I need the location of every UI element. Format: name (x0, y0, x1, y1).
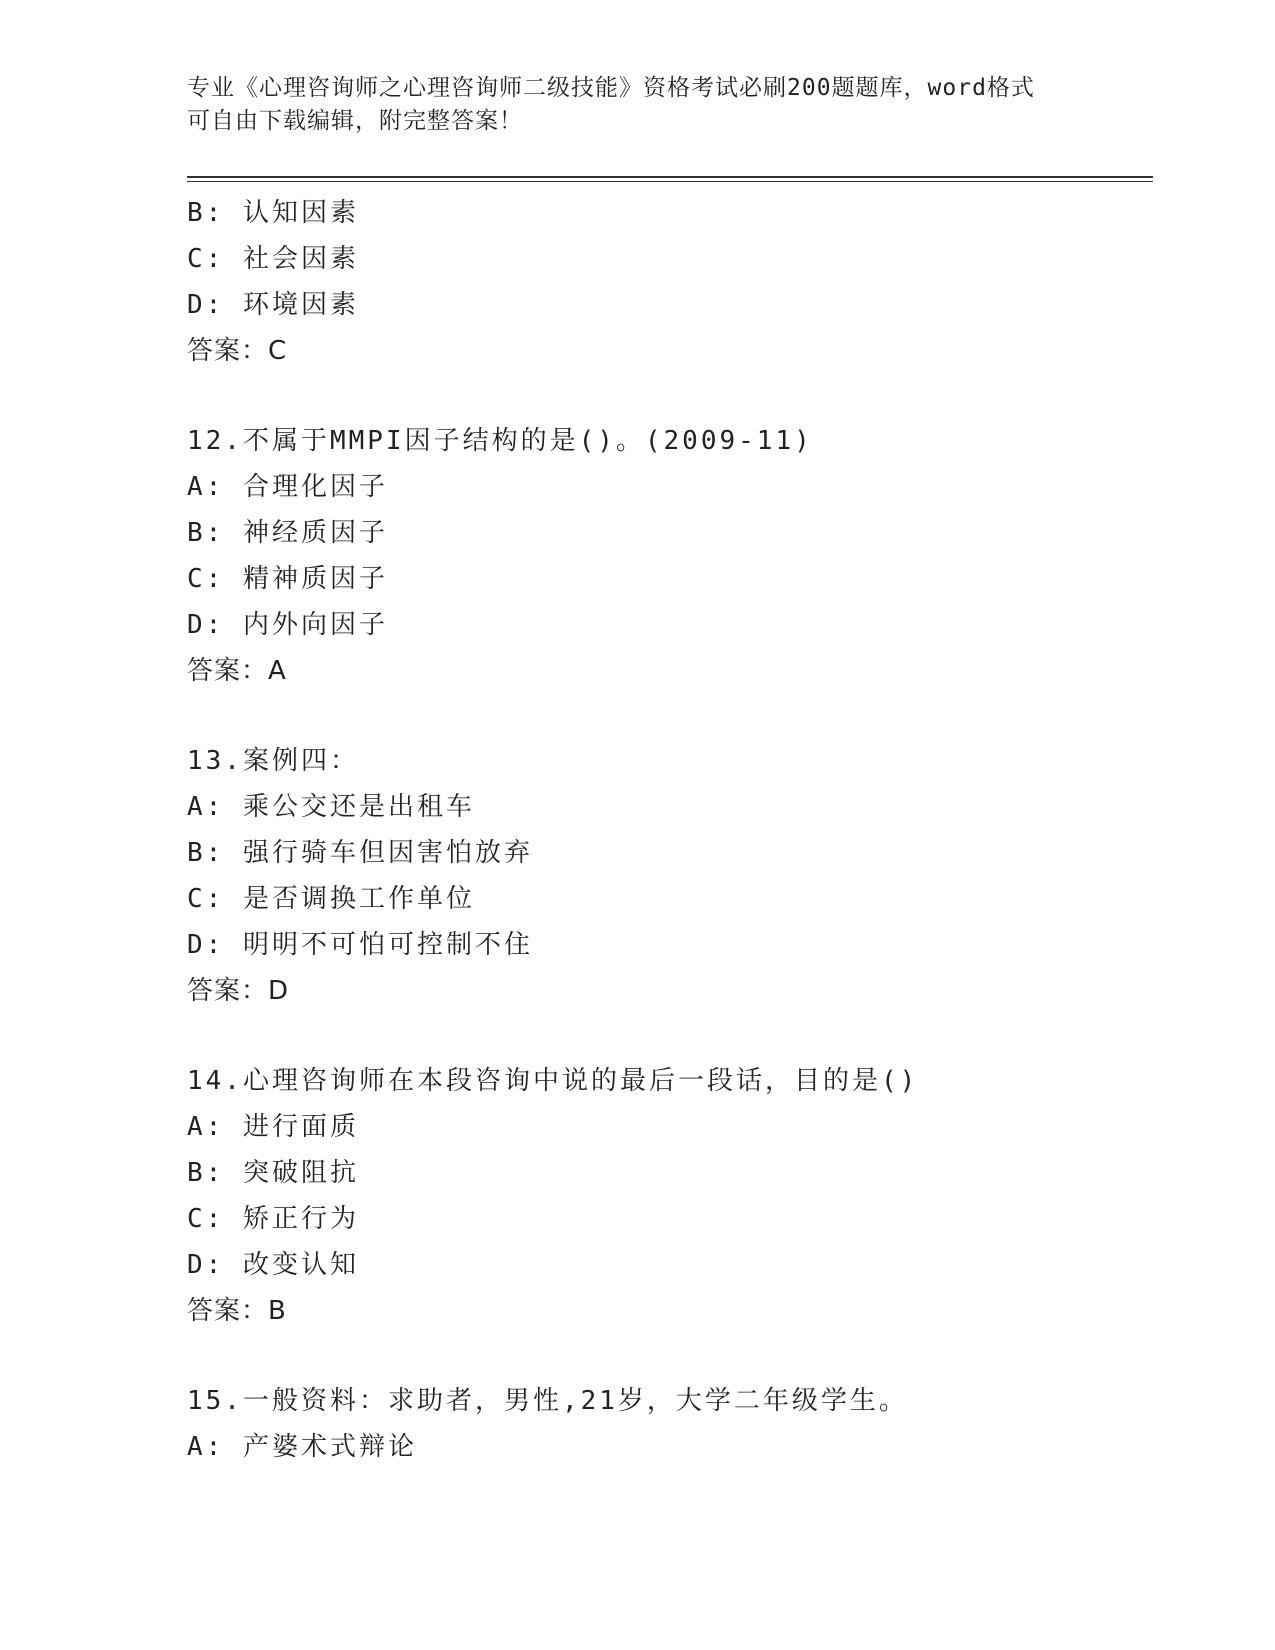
header-line-1: 专业《心理咨询师之心理咨询师二级技能》资格考试必刷200题题库，word格式 (187, 75, 1035, 101)
option-d: D: 明明不可怕可控制不住 (187, 930, 533, 960)
option-d: D: 内外向因子 (187, 610, 388, 640)
question-block-14 (187, 1058, 1147, 1334)
option-c: C: 是否调换工作单位 (187, 884, 475, 914)
header-line-2: 可自由下载编辑，附完整答案！ (187, 108, 523, 134)
question-block-partial (187, 190, 1147, 374)
option-b: B: 突破阻抗 (187, 1158, 359, 1188)
question-list (187, 190, 1147, 1470)
answer-line: 答案：C (187, 336, 288, 366)
option-b: B: 神经质因子 (187, 518, 388, 548)
question-block-13 (187, 738, 1147, 1014)
question-stem: 12.不属于MMPI因子结构的是()。(2009-11) (187, 426, 813, 456)
option-b: B: 强行骑车但因害怕放弃 (187, 838, 533, 868)
question-block-12 (187, 418, 1147, 694)
answer-line: 答案：D (187, 976, 290, 1006)
document-header (187, 72, 1087, 138)
header-divider-thick (187, 176, 1153, 178)
option-a: A: 合理化因子 (187, 472, 388, 502)
answer-line: 答案：B (187, 1296, 287, 1326)
option-c: C: 社会因素 (187, 244, 359, 274)
question-stem: 15.一般资料：求助者，男性,21岁，大学二年级学生。 (187, 1386, 908, 1416)
question-block-15 (187, 1378, 1147, 1470)
option-d: D: 环境因素 (187, 290, 359, 320)
question-stem: 13.案例四： (187, 746, 359, 776)
question-stem: 14.心理咨询师在本段咨询中说的最后一段话，目的是() (187, 1066, 919, 1096)
option-c: C: 精神质因子 (187, 564, 388, 594)
option-d: D: 改变认知 (187, 1250, 359, 1280)
option-a: A: 产婆术式辩论 (187, 1432, 417, 1462)
option-a: A: 乘公交还是出租车 (187, 792, 475, 822)
answer-line: 答案：A (187, 656, 287, 686)
option-c: C: 矫正行为 (187, 1204, 359, 1234)
header-divider-thin (187, 181, 1153, 182)
option-b: B: 认知因素 (187, 198, 359, 228)
option-a: A: 进行面质 (187, 1112, 359, 1142)
